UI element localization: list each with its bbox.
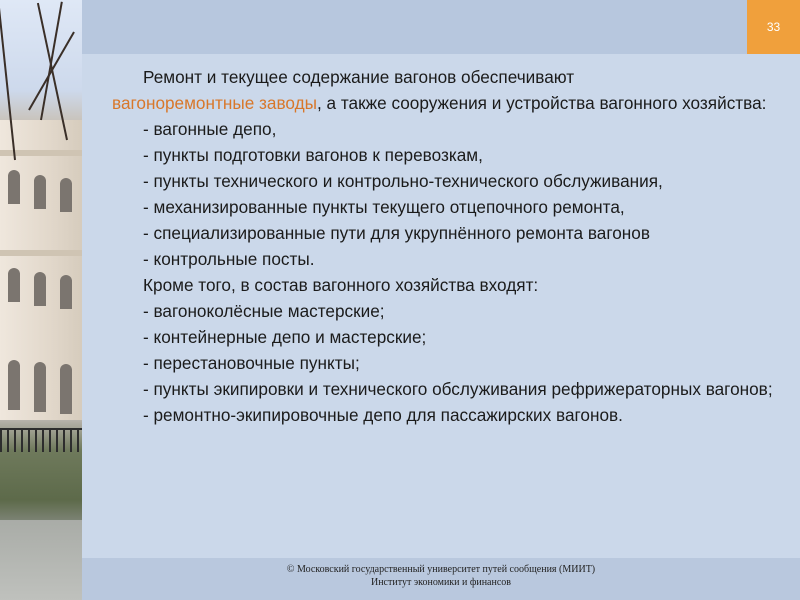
building-window bbox=[8, 170, 20, 204]
building-photo bbox=[0, 0, 82, 600]
list-item: - перестановочные пункты; bbox=[143, 353, 360, 373]
building-window bbox=[34, 175, 46, 209]
building-window bbox=[60, 178, 72, 212]
footer-institute: Институт экономики и финансов bbox=[370, 577, 512, 588]
list-item: - пункты технического и контрольно-технического обслуживания, bbox=[143, 171, 663, 191]
building-door bbox=[60, 364, 72, 414]
slide-number-badge bbox=[747, 0, 800, 54]
intro-end: , а также сооружения и устройства вагонного хозяйства: bbox=[316, 93, 767, 113]
second-intro-paragraph: Кроме того, в состав вагонного хозяйства входят: bbox=[143, 275, 539, 295]
fence bbox=[0, 428, 82, 452]
list-item: - механизированные пункты текущего отцепочного ремонта, bbox=[143, 197, 625, 217]
list-item: - ремонтно-экипировочные депо для пассажирских вагонов. bbox=[143, 405, 623, 425]
list-item: - вагоноколёсные мастерские; bbox=[143, 301, 385, 321]
slide-body-text bbox=[112, 64, 782, 428]
intro-paragraph bbox=[112, 64, 782, 116]
list-item: - пункты экипировки и технического обслуживания рефрижераторных вагонов; bbox=[143, 379, 773, 399]
building-door bbox=[8, 360, 20, 410]
highlighted-term: вагоноремонтные заводы bbox=[112, 93, 317, 113]
list-item: - вагонные депо, bbox=[143, 119, 277, 139]
tree-branch bbox=[28, 32, 75, 111]
list-item: - контейнерные депо и мастерские; bbox=[143, 327, 427, 347]
slide-number: 33 bbox=[766, 20, 781, 34]
slide-content bbox=[82, 54, 800, 558]
intro-start: Ремонт и текущее содержание вагонов обеспечивают bbox=[143, 67, 575, 87]
building-window bbox=[8, 268, 20, 302]
building-window bbox=[34, 272, 46, 306]
building-cornice bbox=[0, 250, 82, 256]
list-item: - контрольные посты. bbox=[143, 249, 315, 269]
footer-copyright: © Московский государственный университет путей сообщения (МИИТ) bbox=[286, 564, 596, 575]
list-item: - пункты подготовки вагонов к перевозкам, bbox=[143, 145, 483, 165]
list-item: - специализированные пути для укрупнённого ремонта вагонов bbox=[143, 223, 650, 243]
building-door bbox=[34, 362, 46, 412]
building-window bbox=[60, 275, 72, 309]
slide-footer bbox=[82, 558, 800, 600]
footpath bbox=[0, 520, 82, 600]
